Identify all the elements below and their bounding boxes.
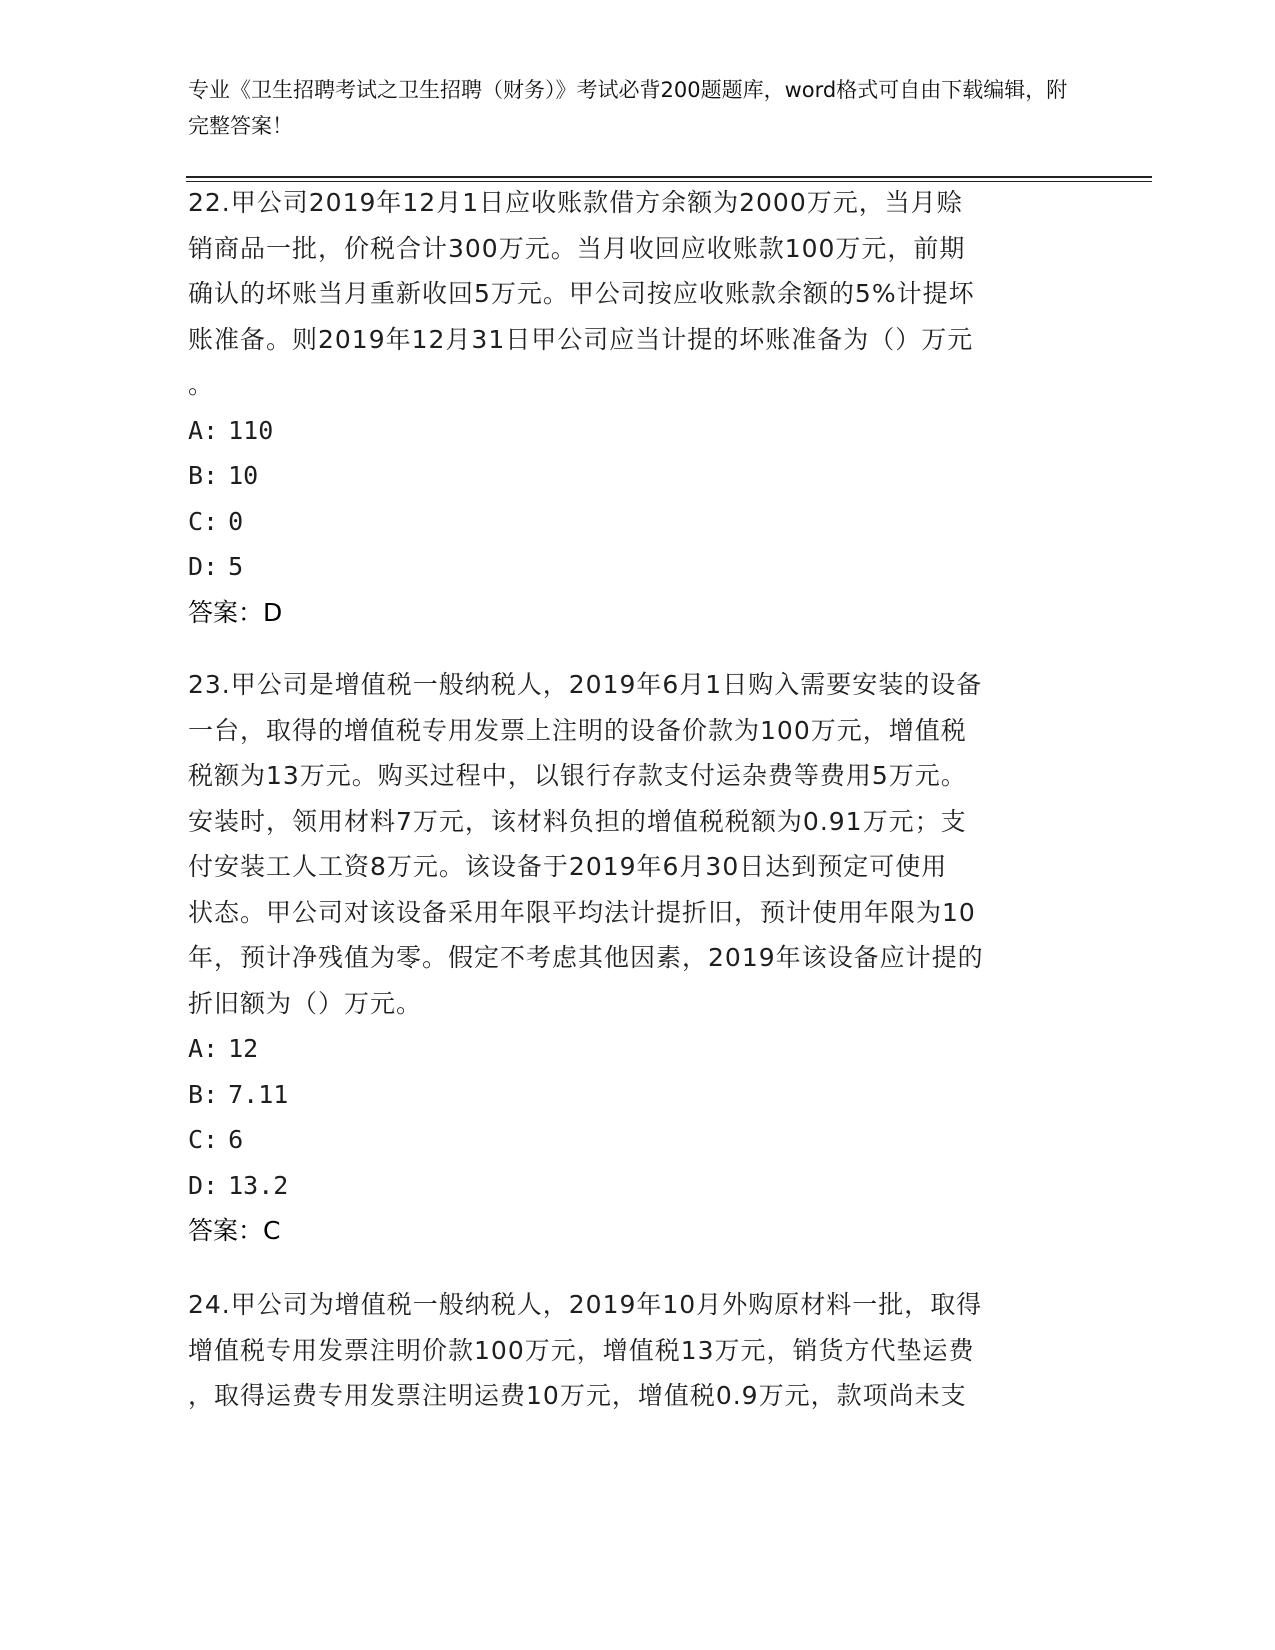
option-a	[188, 1026, 1088, 1072]
answer-line: 答案：C	[188, 1216, 281, 1245]
option-label: C:	[188, 1125, 219, 1154]
option-label: A:	[188, 415, 219, 445]
option-label: D:	[188, 552, 219, 581]
option-label: B:	[188, 461, 219, 490]
header-divider-thick	[186, 176, 1152, 178]
option-label: A:	[188, 1034, 219, 1063]
option-value: 7.11	[228, 1079, 289, 1109]
option-d	[188, 1163, 1088, 1209]
option-label: D:	[188, 1170, 219, 1200]
answer-line: 答案：D	[188, 597, 283, 627]
option-value: 13.2	[228, 1170, 289, 1200]
question-23	[188, 662, 1088, 1254]
question-stem: 23.甲公司是增值税一般纳税人，2019年6月1日购入需要安装的设备 一台，取得的增值税专用发票上注明的设备价款为100万元，增值税 税额为13万元。购买过程中，以银行存款支付运杂费等费用5万元。 安装时，领用材料7万元，该材料负担的增值税税额为0.91万元；支 付安装工人工资8万元。该设备于2019年6月30日达到预定可使用 状态。甲公司对该设备采用年限平均法计提折旧，预计使用年限为10 年，预计净残值为零。假定不考虑其他因素，2019年该设备应计提的 折旧额为（）万元。	[188, 670, 984, 1018]
question-stem: 22.甲公司2019年12月1日应收账款借方余额为2000万元，当月赊 销商品一批，价税合计300万元。当月收回应收账款100万元，前期 确认的坏账当月重新收回5万元。甲公司按应收账款余额的5%计提坏 账准备。则2019年12月31日甲公司应当计提的坏账准备为（）万元 。	[188, 188, 975, 399]
option-value: 12	[228, 1034, 259, 1063]
option-b	[188, 453, 1088, 499]
option-b	[188, 1072, 1088, 1118]
option-label: B:	[188, 1079, 219, 1109]
question-24	[188, 1282, 1088, 1419]
option-c	[188, 1117, 1088, 1163]
option-d	[188, 544, 1088, 590]
option-a	[188, 408, 1088, 454]
option-c	[188, 499, 1088, 545]
option-value: 5	[228, 552, 244, 581]
option-value: 110	[228, 415, 274, 445]
option-value: 6	[228, 1125, 244, 1154]
question-stem: 24.甲公司为增值税一般纳税人，2019年10月外购原材料一批，取得 增值税专用发票注明价款100万元，增值税13万元，销货方代垫运费 ，取得运费专用发票注明运费10万元，增值税0.9万元，款项尚未支	[188, 1290, 983, 1410]
document-title: 专业《卫生招聘考试之卫生招聘（财务）》考试必背200题题库，word格式可自由下载编辑，附完整答案！	[188, 78, 1068, 138]
option-label: C:	[188, 506, 219, 536]
question-22	[188, 180, 1088, 635]
option-value: 10	[228, 461, 259, 490]
option-value: 0	[228, 506, 244, 536]
